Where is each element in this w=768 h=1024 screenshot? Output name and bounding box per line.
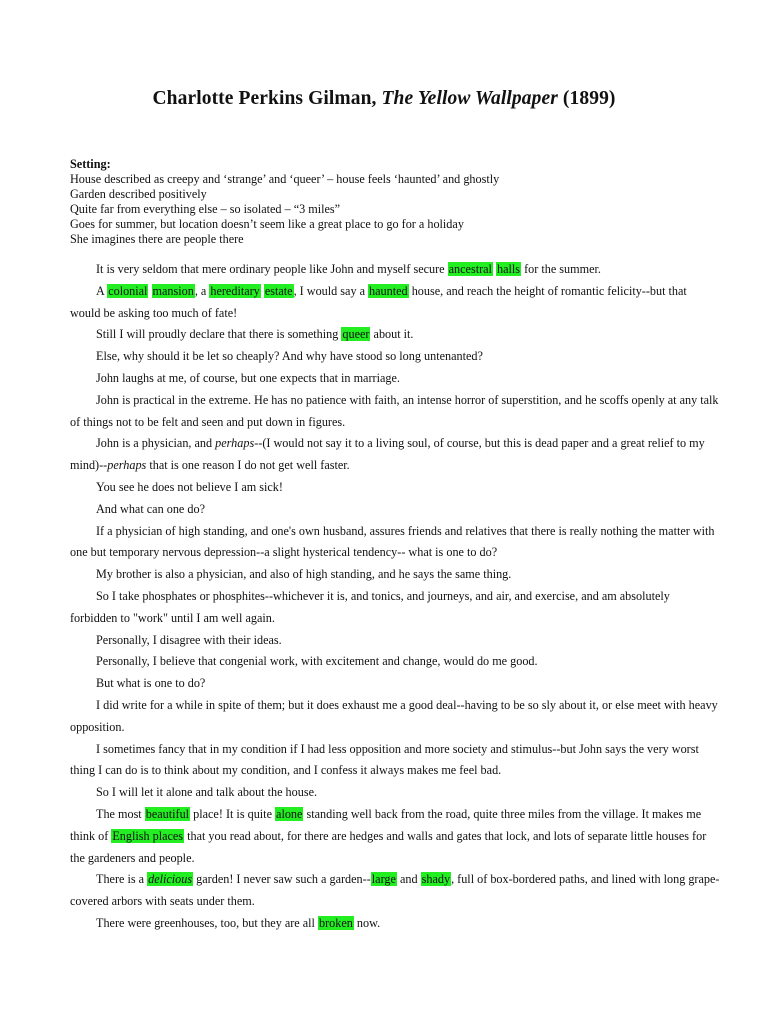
story-text xyxy=(70,259,720,935)
text-run: So I take phosphates or phosphites--whichever it is, and tonics, and journeys, and air, and exercise, and am absolutely forbidden to "work" until I am well again. xyxy=(70,588,670,625)
text-run: standing well back from the road, quite three miles from the village. It makes me think of xyxy=(70,806,702,843)
setting-note: Goes for summer, but location doesn’t seem like a great place to go for a holiday xyxy=(70,217,464,231)
text-run: John is a physician, and xyxy=(96,436,216,451)
text-run: house, and reach the height of romantic felicity--but that would be asking too much of fate! xyxy=(70,283,687,320)
story-paragraph xyxy=(70,739,720,783)
story-paragraph xyxy=(70,651,720,673)
text-run: There is a xyxy=(96,872,148,887)
text-run: , full of box-bordered paths, and lined with long grape-covered arbors with seats under them. xyxy=(70,872,720,909)
highlighted-word: colonial xyxy=(108,283,148,298)
text-run: A xyxy=(96,283,108,298)
emphasis: perhaps xyxy=(215,436,255,451)
highlighted-word xyxy=(147,872,193,886)
emphasis: delicious xyxy=(148,872,193,887)
story-paragraph xyxy=(70,564,720,586)
text-run: Personally, I disagree with their ideas. xyxy=(96,632,282,647)
story-paragraph xyxy=(70,346,720,368)
text-run: If a physician of high standing, and one's own husband, assures friends and relatives that there is really nothing the matter with one but temporary nervous depression--a slight hysterical tendency-- what is one to do? xyxy=(70,523,715,560)
text-run: Else, why should it be let so cheaply? And why have stood so long untenanted? xyxy=(96,349,483,364)
story-paragraph xyxy=(70,673,720,695)
highlighted-word: hereditary xyxy=(210,283,260,298)
text-run: There were greenhouses, too, but they are all xyxy=(96,915,318,930)
story-paragraph xyxy=(70,390,720,434)
title-work: The Yellow Wallpaper xyxy=(381,88,558,109)
text-run: It is very seldom that mere ordinary people like John and myself secure xyxy=(96,262,448,276)
highlighted-word: beautiful xyxy=(145,806,190,821)
emphasis: perhaps xyxy=(107,458,147,473)
text-run xyxy=(107,458,146,472)
setting-note: Quite far from everything else – so isolated – “3 miles” xyxy=(70,202,341,216)
highlighted-word: English places xyxy=(112,828,184,843)
text-run: place! It is quite xyxy=(190,806,276,821)
story-paragraph xyxy=(70,281,720,325)
text-run: and xyxy=(396,872,421,887)
text-run: , a xyxy=(194,283,210,298)
setting-notes xyxy=(70,157,499,247)
text-run: But what is one to do? xyxy=(96,676,206,691)
setting-note: She imagines there are people there xyxy=(70,232,244,246)
text-run: I sometimes fancy that in my condition if I had less opposition and more society and stimulus--but John says the very worst thing I can do is to think about my condition, and I confess it always makes me feel bad. xyxy=(70,741,699,778)
highlighted-word: mansion xyxy=(152,283,194,298)
text-run: And what can one do? xyxy=(96,501,205,516)
story-paragraph xyxy=(70,477,720,499)
text-run: that you read about, for there are hedges and walls and gates that lock, and lots of separate little houses for the gardeners and people. xyxy=(70,828,707,865)
text-run: --(I would not say it to a living soul, of course, but this is dead paper and a great relief to my mind)-- xyxy=(70,436,705,473)
text-run: The most xyxy=(96,806,145,821)
text-run: I did write for a while in spite of them; but it does exhaust me a good deal--having to be so sly about it, or else meet with heavy opposition. xyxy=(70,697,718,734)
text-run: John laughs at me, of course, but one expects that in marriage. xyxy=(96,370,400,385)
title-year: (1899) xyxy=(562,88,616,109)
page-title xyxy=(0,88,768,110)
story-paragraph xyxy=(70,869,720,913)
setting-note: House described as creepy and ‘strange’ and ‘queer’ – house feels ‘haunted’ and ghostly xyxy=(70,172,500,186)
text-run: So I will let it alone and talk about the house. xyxy=(96,785,318,800)
story-paragraph xyxy=(70,782,720,804)
story-paragraph xyxy=(70,804,720,869)
text-run: John is practical in the extreme. He has no patience with faith, an intense horror of superstition, and he scoffs openly at any talk of things not to be felt and seen and put down in figures. xyxy=(70,392,719,429)
highlighted-word: estate xyxy=(264,283,293,298)
text-run: about it. xyxy=(370,327,414,342)
text-run: Still I will proudly declare that there is something xyxy=(96,327,342,342)
highlighted-word: large xyxy=(371,872,396,887)
story-paragraph xyxy=(70,695,720,739)
text-run: Personally, I believe that congenial work, with excitement and change, would do me good. xyxy=(96,654,538,669)
story-paragraph xyxy=(70,499,720,521)
text-run: You see he does not believe I am sick! xyxy=(96,479,283,494)
title-author: Charlotte Perkins Gilman, xyxy=(152,88,377,109)
story-paragraph xyxy=(70,586,720,630)
story-paragraph xyxy=(70,324,720,346)
story-paragraph xyxy=(70,433,720,477)
highlighted-word: broken xyxy=(319,915,353,930)
highlighted-word: ancestral xyxy=(448,262,492,276)
story-paragraph xyxy=(70,259,720,281)
text-run xyxy=(215,436,254,450)
story-paragraph xyxy=(70,913,720,935)
story-paragraph xyxy=(70,521,720,565)
highlighted-word: queer xyxy=(342,327,370,342)
text-run: My brother is also a physician, and also of high standing, and he says the same thing. xyxy=(96,567,512,582)
story-paragraph xyxy=(70,630,720,652)
text-run: for the summer. xyxy=(521,262,601,276)
highlighted-word: shady xyxy=(421,872,451,887)
text-run: that is one reason I do not get well faster. xyxy=(146,458,350,473)
text-run: garden! I never saw such a garden-- xyxy=(193,872,371,887)
text-run: , I would say a xyxy=(293,283,369,298)
highlighted-word: alone xyxy=(276,806,303,821)
setting-heading: Setting: xyxy=(70,157,111,171)
text-run: now. xyxy=(353,915,381,930)
setting-note: Garden described positively xyxy=(70,187,207,201)
highlighted-word: haunted xyxy=(369,283,408,298)
highlighted-word: halls xyxy=(497,262,521,276)
story-paragraph xyxy=(70,368,720,390)
